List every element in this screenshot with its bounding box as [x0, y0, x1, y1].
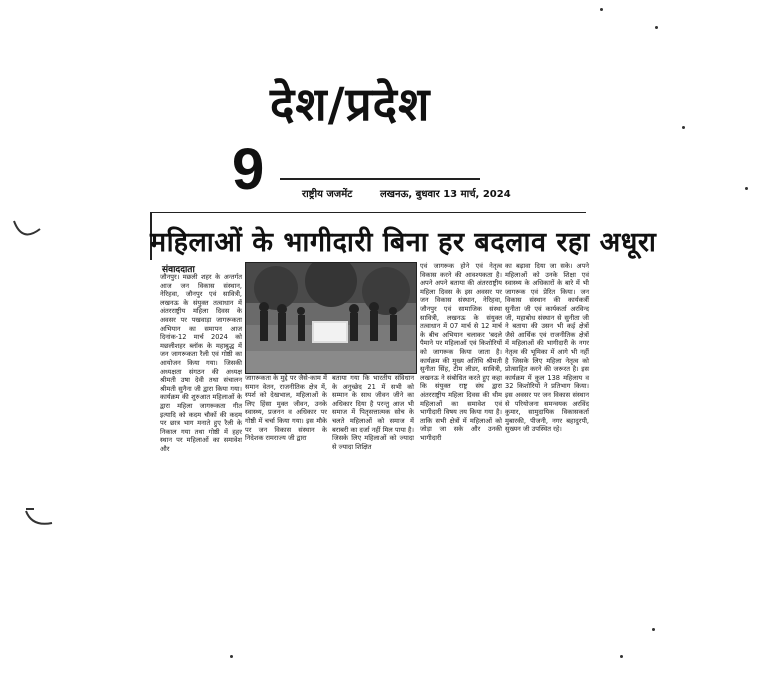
- masthead-rule: [280, 178, 480, 180]
- dateline: लखनऊ, बुधवार 13 मार्च, 2024: [380, 189, 511, 200]
- scan-speck: [652, 628, 655, 631]
- article-column-5: का बढ़ावा दिया जा सके। अपने महिलाओं को उनके शिक्षा एवं स्वास्थ्य के अधिकारों के बारे में भी जागरूक एवं प्रेरित किया। जन विकास संस्थान की कार्यकर्त्री सुनीता जी एवं कार्यकर्ता अरविन्द जी, महाबोध संस्थान से सुनीता जी ने बताया की उसन भी कई क्षेत्रों जैसे आर्थिक एवं राजनीतिक क्षेत्रों में महिलाओं की भागीदारी के नगर नेतृत्व की भूमिका में आगे भी नहीं है जिसके लिए महिला नेतृत्व को प्रोत्साहित करने की जरूरत है। इस कार्यक्रम में कुल 138 महिलाय व 32 किशोरियों ने प्रतिभाग किया। इस अवसर पर जन विकास संस्थान से परियोजना समन्वयक अरविंद कुमार, सामुदायिक विकासकर्ता मुबारकी, पीजनी, नगर बहादुरपी, सुख्यन जी उपस्थित रहे।: [505, 262, 589, 434]
- article-column-1: जौनपुर। मछली शहर के अन्तर्गत आज जन विकास संस्थान, नेरिहवा, जौनपुर एवं सावित्री, लखनऊ के संयुक्त तत्वाधान में अंतरराष्ट्रीय महिला दिवस के अवसर पर पखवाड़ा जागरूकता अभियान का समापन आज दिनांक-12 मार्च 2024 को मछलीशहर ब्लॉक के महाबुद्ध में जन जागरूकता रैली एवं गोष्ठी का आयोजन किया गया। जिसकी अध्यक्षता संगठन की अध्यक्ष श्रीमती उषा देवी तथा संचालन श्रीमती सुनैना जी द्वारा किया गया। कार्यक्रम की शुरुआत महिलाओं के द्वारा महिला जागरूकता गीत इत्यादि को कदम चौकों की कदम पर छात्र भाग मनाते हुए रैली के निकाल गया तथा गोष्ठी में हहर स्थान पर महिलाओं का समावेश और: [160, 273, 242, 453]
- scan-speck: [230, 655, 233, 658]
- event-photo: [245, 262, 417, 374]
- scan-mark: [10, 215, 44, 245]
- scan-speck: [620, 655, 623, 658]
- scan-speck: [682, 126, 685, 129]
- scan-mark: [22, 505, 56, 535]
- event-photo-image: [246, 263, 416, 373]
- scan-speck: [655, 26, 658, 29]
- byline: संवाददाता: [162, 265, 195, 275]
- headline-top-rule: [150, 212, 586, 213]
- headline: महिलाओं के भागीदारी बिना हर बदलाव रहा अधूरा: [150, 227, 657, 258]
- section-title: देश/प्रदेश: [270, 77, 431, 131]
- article-column-4: एवं जागरूक होने एवं नेतृत्व विकास करने की आवश्यकता है। अपने अपने बताया की अंतरराष्ट्रीय महिला दिवस के इस अवसर पर जन विकास संस्थान, नेरिहवा, जौनपुर एवं सामाजिक संस्था सावित्री, लखनऊ के संयुक्त तत्वाधान में 07 मार्च से 12 मार्च के बीच अभियान चलाकर 'बदले पैमाने पर महिलाओं एवं किशोरियों को जागरूक किया जाता है। कार्यक्रम की मुख्य अतिथि श्रीमती सुनीता सिंह, टीम लीडर, सावित्री, लखनऊ ने संबोधित करते हुए कहा कि संयुक्त राष्ट्र संघ द्वारा अंतरराष्ट्रीय महिला दिवस की थीम महिलाओं का समावेश एवं भागीदारी विषय तय किया गया है। ताकि सभी क्षेत्रों में महिलाओं को जोड़ा जा सके और उनकी भागीदारी: [420, 262, 502, 442]
- article-column-2: जाग़रूकता के मुद्दे पर जैसे-काम में समान वेतन, राजनीतिक क्षेत्र में, स्पर्श को देखभाल, महिलाओं के लिए हिंसा मुक्त जीवन, उनके स्वास्थ्य, प्रजनन व अधिकार पर गोष्ठी में चर्चा किया गया। इस मौके पर जन विकास संस्थान के निदेशक रामराज्य जी द्वारा: [245, 374, 327, 443]
- scan-speck: [745, 187, 748, 190]
- page-number: 9: [232, 137, 265, 202]
- paper-name: राष्ट्रीय जजमेंट: [302, 189, 353, 200]
- scan-speck: [600, 8, 603, 11]
- article-column-3: बताया गया कि भारतीय संविधान के अनुच्छेद 21 में सभी को सम्मान के साथ जीवन जीने का अधिकार दिया है परन्तु आज भी समाज में पितृसत्तात्मक सोच के चलते महिलाओं को समाज में बराबरी का दर्जा नहीं मिल पाया है। जिसके लिए महिलाओं को ज्यादा से ज्यादा शिक्षित: [332, 374, 414, 451]
